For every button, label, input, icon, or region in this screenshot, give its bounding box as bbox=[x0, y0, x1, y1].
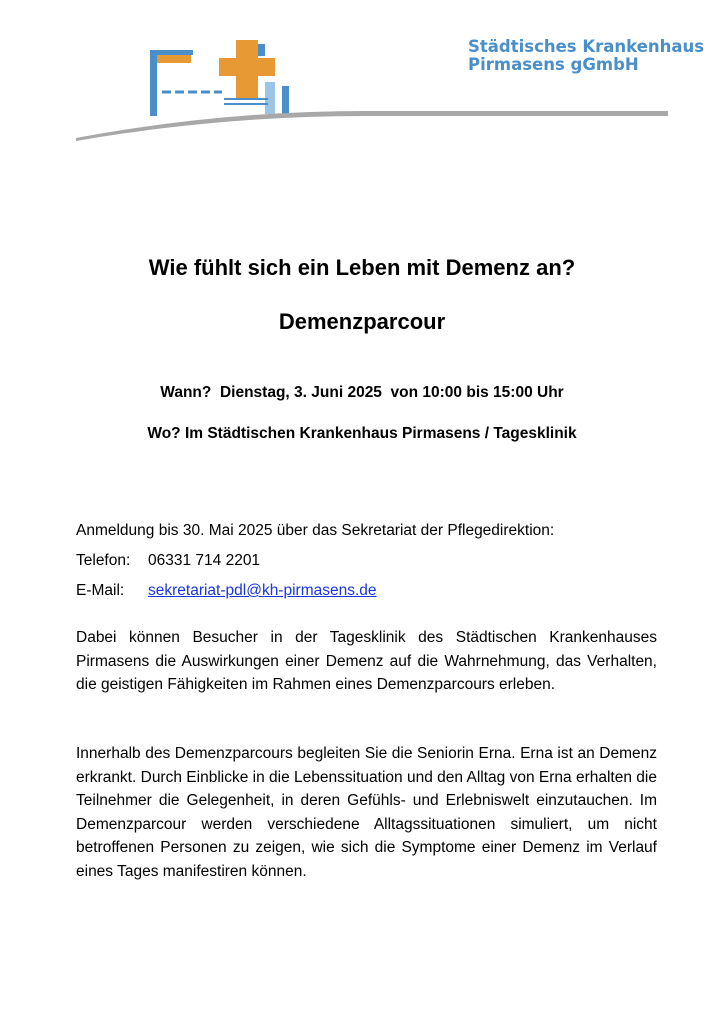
phone-label: Telefon: bbox=[76, 552, 131, 569]
body-paragraph-2: Innerhalb des Demenzparcours begleiten Sie die Seniorin Erna. Erna ist an Demenz erkrankt. Durch Einblicke in die Lebenssituation und den Alltag von Erna erhalten die Teilnehmer die Gelegenheit, in deren Gefühls- und Erlebniswelt einzutauchen. Im Demenzparcour werden verschiedene Alltagssituationen simuliert, um nicht betroffenen Personen zu zeigen, wie sich die Symptome einer Demenz im Verlauf eines Tages manifestiren können. bbox=[76, 745, 657, 880]
event-where: Wo? Im Städtischen Krankenhaus Pirmasens / Tagesklinik bbox=[147, 425, 577, 442]
logo-gray-swoosh bbox=[76, 111, 668, 141]
phone-line bbox=[76, 551, 260, 571]
logo-stripe bbox=[224, 103, 268, 105]
logo-left-wall bbox=[150, 50, 157, 116]
logo-left-roof bbox=[157, 50, 193, 55]
email-label: E-Mail: bbox=[76, 582, 125, 599]
event-when: Wann? Dienstag, 3. Juni 2025 von 10:00 bis 15:00 Uhr bbox=[160, 384, 564, 401]
phone-number: 06331 714 2201 bbox=[148, 552, 261, 569]
logo-orange-roof bbox=[157, 55, 191, 63]
org-name-line-1: Städtisches Krankenhaus bbox=[468, 37, 705, 56]
logo-right-wall bbox=[282, 86, 289, 116]
registration-info: Anmeldung bis 30. Mai 2025 über das Sekretariat der Pflegedirektion: bbox=[76, 522, 555, 539]
email-line bbox=[76, 581, 377, 601]
logo-tower-blue-edge bbox=[258, 44, 265, 56]
logo-cross-horizontal bbox=[219, 58, 275, 76]
event-title: Wie fühlt sich ein Leben mit Demenz an? bbox=[148, 255, 576, 280]
event-subtitle: Demenzparcour bbox=[278, 309, 446, 334]
body-paragraph-1: Dabei können Besucher in der Tagesklinik des Städtischen Krankenhauses Pirmasens die Auswirkungen einer Demenz auf die Wahrnehmung, das Verhalten, die geistigen Fähigkeiten im Rahmen eines Demenzparcours erleben. bbox=[76, 629, 657, 693]
organization-name bbox=[468, 38, 704, 74]
logo-stripe bbox=[224, 98, 268, 100]
email-link[interactable]: sekretariat-pdl@kh-pirmasens.de bbox=[148, 582, 377, 599]
org-name-line-2: Pirmasens gGmbH bbox=[468, 55, 639, 74]
